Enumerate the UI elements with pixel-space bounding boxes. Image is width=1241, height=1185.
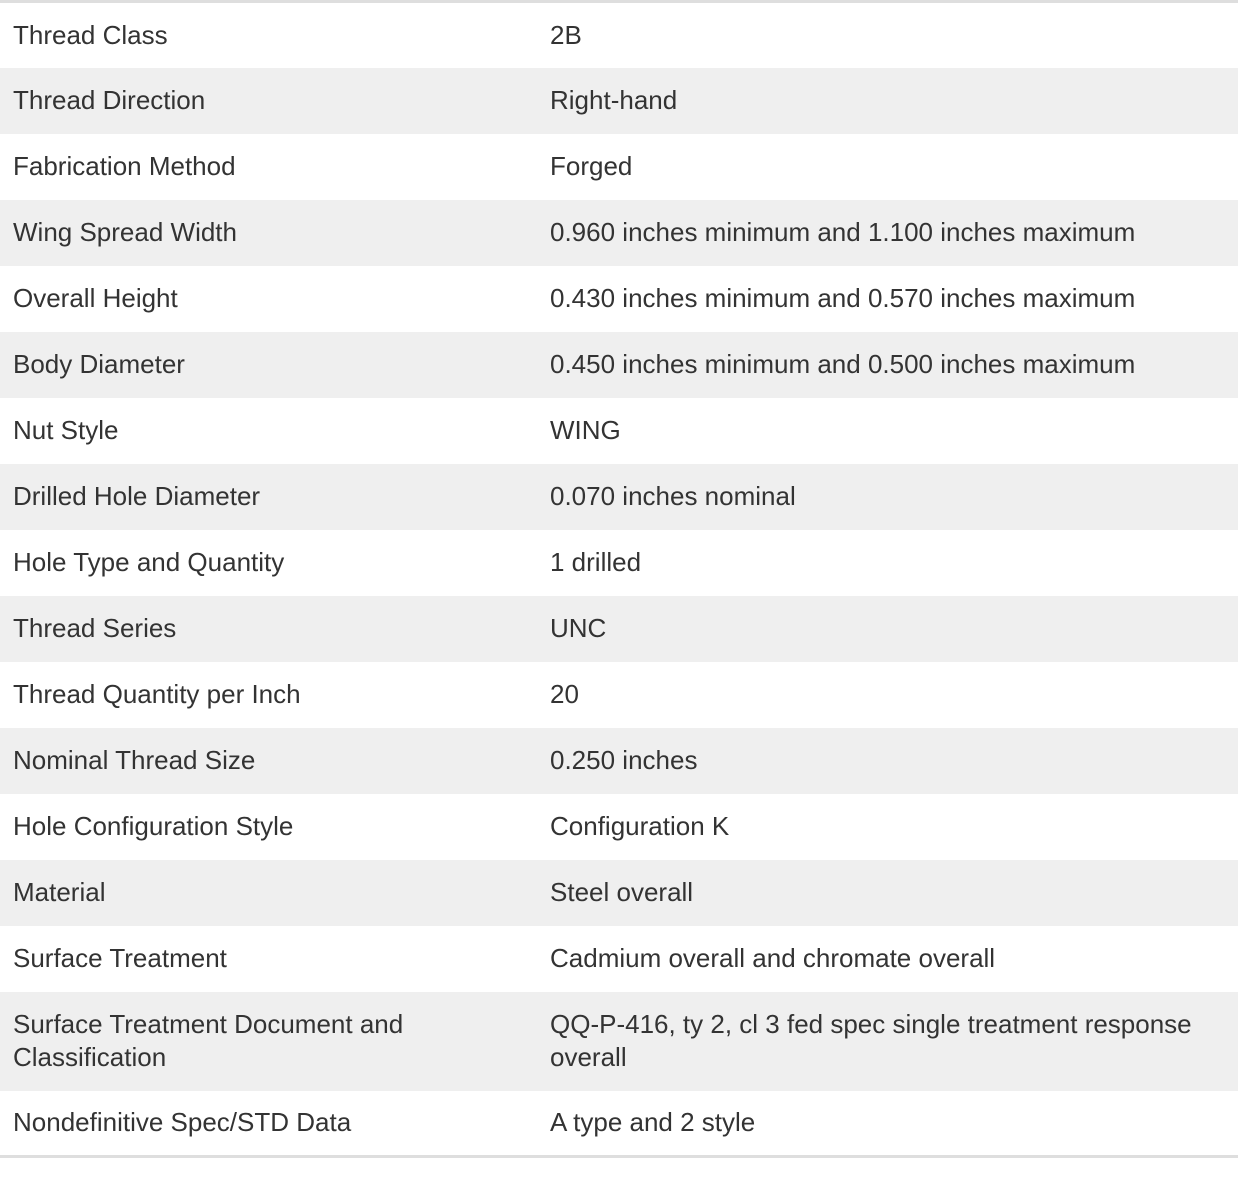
- spec-label: Nut Style: [13, 415, 119, 445]
- spec-label: Drilled Hole Diameter: [13, 481, 261, 511]
- spec-label: Thread Class: [13, 19, 168, 50]
- spec-label: Hole Configuration Style: [13, 811, 294, 841]
- table-row: [0, 992, 1238, 1091]
- table-row: [0, 68, 1238, 134]
- spec-value: UNC: [550, 613, 607, 643]
- spec-label: Surface Treatment: [13, 943, 227, 973]
- spec-value: Cadmium overall and chromate overall: [550, 943, 996, 973]
- spec-value: QQ-P-416, ty 2, cl 3 fed spec single treatment response overall: [550, 1009, 1192, 1072]
- spec-value: 0.070 inches nominal: [550, 481, 796, 511]
- spec-value: Steel overall: [550, 877, 694, 907]
- table-row: [0, 266, 1238, 332]
- table-row: [0, 530, 1238, 596]
- spec-value: WING: [550, 415, 621, 445]
- spec-label: Surface Treatment Document and Classification: [13, 1009, 404, 1072]
- table-row: [0, 860, 1238, 926]
- spec-label: Nondefinitive Spec/STD Data: [13, 1107, 352, 1138]
- spec-value: 20: [550, 679, 579, 709]
- spec-value: 0.250 inches: [550, 745, 698, 775]
- spec-value: 0.450 inches minimum and 0.500 inches maximum: [550, 349, 1136, 379]
- spec-value: Forged: [550, 151, 633, 181]
- spec-label: Body Diameter: [13, 349, 185, 379]
- table-row: [0, 662, 1238, 728]
- spec-value: 0.430 inches minimum and 0.570 inches maximum: [550, 283, 1136, 313]
- spec-label: Thread Series: [13, 613, 177, 643]
- spec-label: Hole Type and Quantity: [13, 547, 285, 577]
- spec-value: 1 drilled: [550, 547, 642, 577]
- table-row: [0, 794, 1238, 860]
- spec-value: A type and 2 style: [550, 1107, 756, 1138]
- table-row: [0, 464, 1238, 530]
- table-row: [0, 2, 1238, 68]
- table-row: [0, 596, 1238, 662]
- table-row: [0, 1091, 1238, 1157]
- spec-value: 0.960 inches minimum and 1.100 inches maximum: [550, 217, 1136, 247]
- table-row: [0, 926, 1238, 992]
- spec-value: Right-hand: [550, 85, 678, 115]
- spec-label: Thread Quantity per Inch: [13, 679, 301, 709]
- spec-label: Fabrication Method: [13, 151, 236, 181]
- spec-label: Material: [13, 877, 106, 907]
- specifications-body: [0, 2, 1238, 1157]
- spec-value: 2B: [550, 19, 582, 50]
- table-row: [0, 728, 1238, 794]
- spec-label: Overall Height: [13, 283, 178, 313]
- spec-label: Wing Spread Width: [13, 217, 237, 247]
- table-row: [0, 332, 1238, 398]
- spec-label: Nominal Thread Size: [13, 745, 256, 775]
- table-row: [0, 200, 1238, 266]
- table-row: [0, 134, 1238, 200]
- spec-label: Thread Direction: [13, 85, 206, 115]
- table-row: [0, 398, 1238, 464]
- spec-value: Configuration K: [550, 811, 730, 841]
